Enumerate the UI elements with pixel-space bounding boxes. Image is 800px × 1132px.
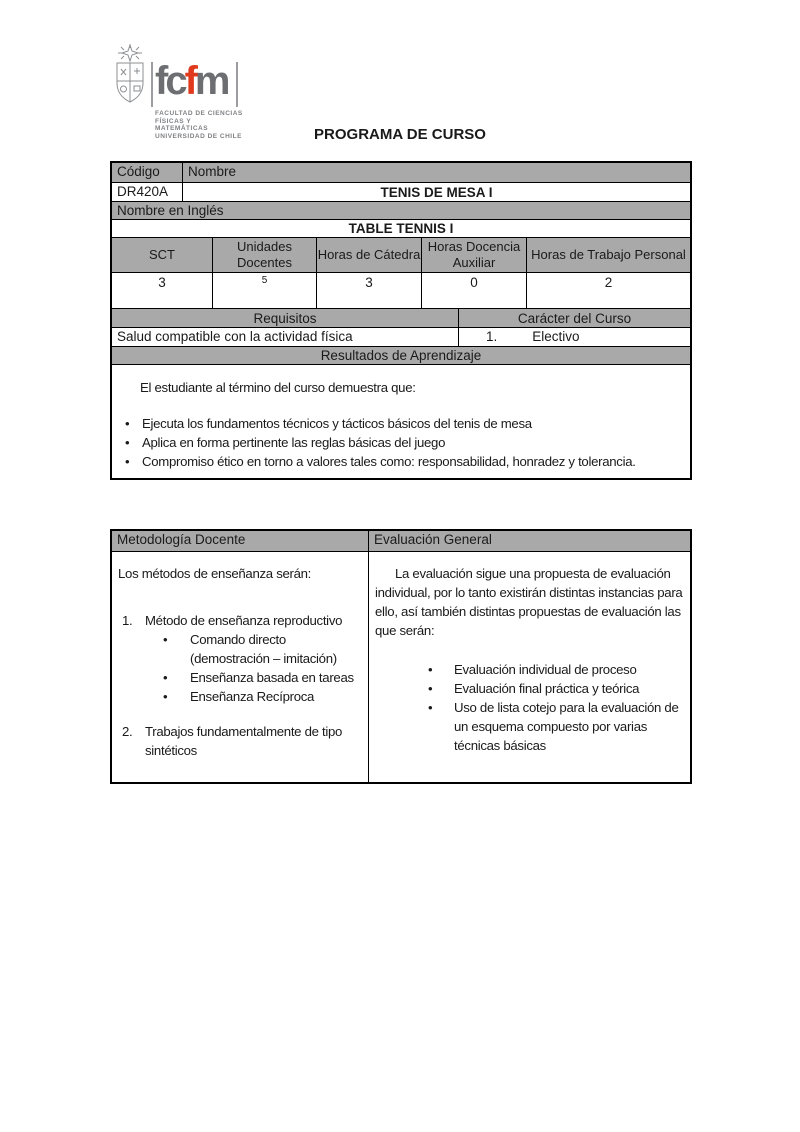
horas-catedra-header-cell: Horas de Cátedra [317,238,422,272]
list-item-text: Enseñanza Recíproca [190,689,315,704]
list-item-text: Ejecuta los fundamentos técnicos y tácticos básicos del tenis de mesa [142,416,532,431]
wordmark-letter-red: f [184,59,195,103]
methodology-evaluation-table [110,529,692,784]
table-row [112,201,690,219]
nombre-ingles-header-cell: Nombre en Inglés [112,202,690,219]
faculty-line: FACULTAD DE CIENCIAS [155,110,243,117]
nombre-value-cell: TENIS DE MESA I [380,184,493,200]
logo-divider-right [236,62,238,107]
university-crest-icon [110,44,150,104]
horas-trabajo-value-cell: 2 [604,275,613,290]
sct-header-cell: SCT [112,238,213,272]
item-number: 2. [122,724,133,739]
list-item [112,433,690,452]
page-title: PROGRAMA DE CURSO [314,126,486,143]
bullet-icon: • [163,670,168,685]
horas-docencia-header-cell: Horas Docencia Auxiliar [422,238,527,272]
metodologia-content-cell [112,552,369,782]
wordmark-letter: m [194,59,228,103]
table-row [112,346,690,364]
faculty-line: FÍSICAS Y MATEMÁTICAS [155,117,209,132]
resultados-content-cell [112,365,690,478]
resultados-bullet-list [112,414,690,471]
unidades-docentes-value-cell: 5 [213,273,317,308]
table-row [112,551,690,782]
bullet-icon: • [163,632,168,647]
caracter-item-label: Electivo [532,329,580,344]
list-item-text: Evaluación final práctica y teórica [454,681,640,696]
list-item-text: Enseñanza basada en tareas [190,670,354,685]
item-text: Trabajos fundamentalmente de tipo sintéticos [145,724,343,758]
caracter-item-number: 1. [486,329,498,344]
table-row [112,163,690,182]
list-item [112,452,690,471]
hours-header-row [112,237,690,272]
horas-docencia-value-cell: 0 [422,273,527,308]
list-item-text: Aplica en forma pertinente las reglas básicas del juego [142,435,446,450]
horas-trabajo-header-cell: Horas de Trabajo Personal [527,238,690,272]
list-item [115,630,365,668]
list-item [115,687,365,706]
bullet-icon: • [428,681,433,696]
numbered-item [115,722,365,760]
bullet-icon: • [163,689,168,704]
list-item [373,660,686,679]
list-item [115,668,365,687]
resultados-body-row [112,364,690,478]
item-text: Método de enseñanza reproductivo [145,613,343,628]
evaluacion-bullet-list [373,660,686,755]
bullet-icon: • [428,700,433,715]
caracter-value-cell [459,328,690,346]
resultados-intro: El estudiante al término del curso demuestra que: [140,380,416,395]
fcfm-wordmark [155,58,227,104]
table-row [112,182,690,201]
list-item-text: Evaluación individual de proceso [454,662,637,677]
nombre-header-cell: Nombre [183,163,690,182]
requisitos-header-cell: Requisitos [112,309,459,327]
list-item-text: Comando directo (demostración – imitación) [190,632,337,666]
list-item-text: Compromiso ético en torno a valores tales como: responsabilidad, honradez y tolerancia. [142,454,636,469]
numbered-item [115,611,365,630]
metodologia-header-cell: Metodología Docente [112,531,369,551]
resultados-header-cell: Resultados de Aprendizaje [112,347,690,364]
unidades-docentes-header-cell: Unidades Docentes [213,238,317,272]
table-row [112,327,690,346]
course-info-table [110,161,692,480]
hours-values-row [112,272,690,308]
list-item-text: Uso de lista cotejo para la evaluación de un esquema compuesto por varias técnicas básicas [454,700,679,753]
logo-divider-left [151,62,153,107]
bullet-icon: • [428,662,433,677]
evaluacion-content-cell [369,552,690,782]
wordmark-letter: f [155,59,166,103]
list-item [373,679,686,698]
evaluacion-header-cell: Evaluación General [369,531,690,551]
horas-catedra-value-cell: 3 [317,273,422,308]
caracter-header-cell: Carácter del Curso [459,309,690,327]
faculty-line: UNIVERSIDAD DE CHILE [155,132,242,140]
wordmark-letter: c [165,59,185,103]
metodologia-intro: Los métodos de enseñanza serán: [118,566,312,581]
codigo-value-cell: DR420A [112,183,183,201]
bullet-icon: • [125,416,130,431]
bullet-icon: • [125,454,130,469]
list-item [112,414,690,433]
sct-value-cell: 3 [112,273,213,308]
item-number: 1. [122,613,133,628]
nombre-ingles-value-cell: TABLE TENNIS I [348,221,454,236]
requisitos-value-cell: Salud compatible con la actividad física [112,328,459,346]
evaluacion-intro: La evaluación sigue una propuesta de evaluación individual, por lo tanto existirán distintas instancias para ello, así también distintas propuestas de evaluación las que serán: [375,566,683,638]
table-row [112,531,690,551]
list-item [373,698,686,755]
bullet-icon: • [125,435,130,450]
table-row [112,308,690,327]
codigo-header-cell: Código [112,163,183,182]
table-row [112,219,690,237]
